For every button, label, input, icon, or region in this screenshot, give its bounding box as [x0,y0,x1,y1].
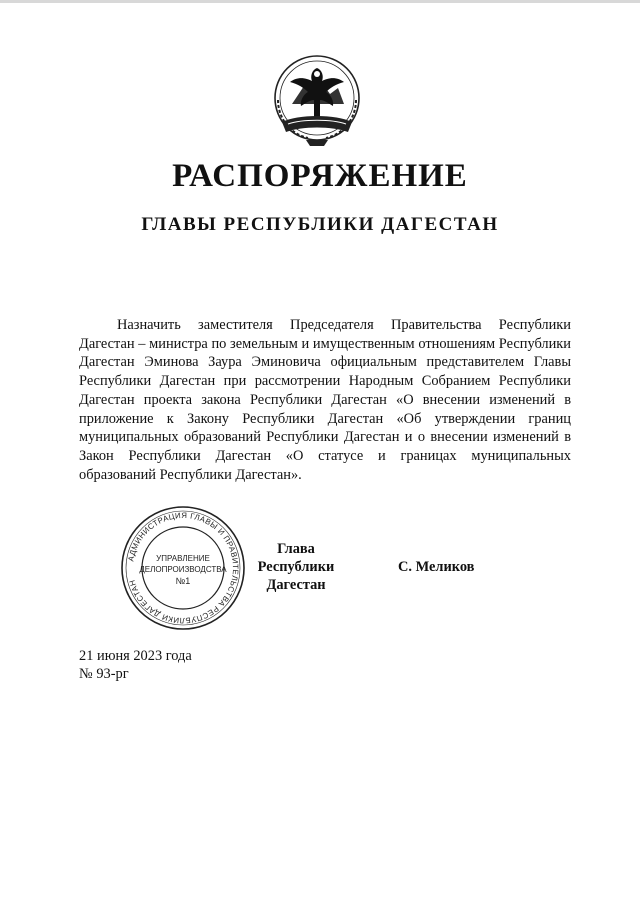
document-body: Назначить заместителя Председателя Правительства Республики Дагестан – министра по земельным и имущественным отношениям Республики Дагестан Эминова Заура Эминовича официальным представителем Главы Республики Дагестан при рассмотрении Народным Собранием Республики Дагестан проекта закона Республики Дагестан «О внесении изменений в приложение к Закону Республики Дагестан «Об утверждении границ муниципальных образований Республики Дагестан и о внесении изменений в Закон Республики Дагестан «О статусе и границах муниципальных образований Республики Дагестан». [79,317,571,483]
stamp-center-line2: ДЕЛОПРОИЗВОДСТВА [139,565,227,574]
stamp-ring-text: АДМИНИСТРАЦИЯ ГЛАВЫ И ПРАВИТЕЛЬСТВА РЕСПУБЛИКИ ДАГЕСТАН [126,510,241,626]
document-subtitle: ГЛАВЫ РЕСПУБЛИКИ ДАГЕСТАН [141,214,499,235]
document-title: РАСПОРЯЖЕНИЕ [172,158,468,194]
stamp-center-line3: №1 [175,576,191,586]
document-date: 21 июня 2023 года [79,648,192,664]
document-number: № 93-рг [79,666,129,682]
signatory-position-line2: Республики Дагестан [257,559,335,593]
scan-edge [0,0,640,3]
stamp-center-line1: УПРАВЛЕНИЕ [156,554,210,563]
coat-of-arms-icon [268,48,366,150]
official-stamp [118,503,248,633]
signatory-position [232,540,360,594]
signatory-position-line1: Глава [277,541,315,557]
signatory-name: С. Меликов [398,559,475,575]
